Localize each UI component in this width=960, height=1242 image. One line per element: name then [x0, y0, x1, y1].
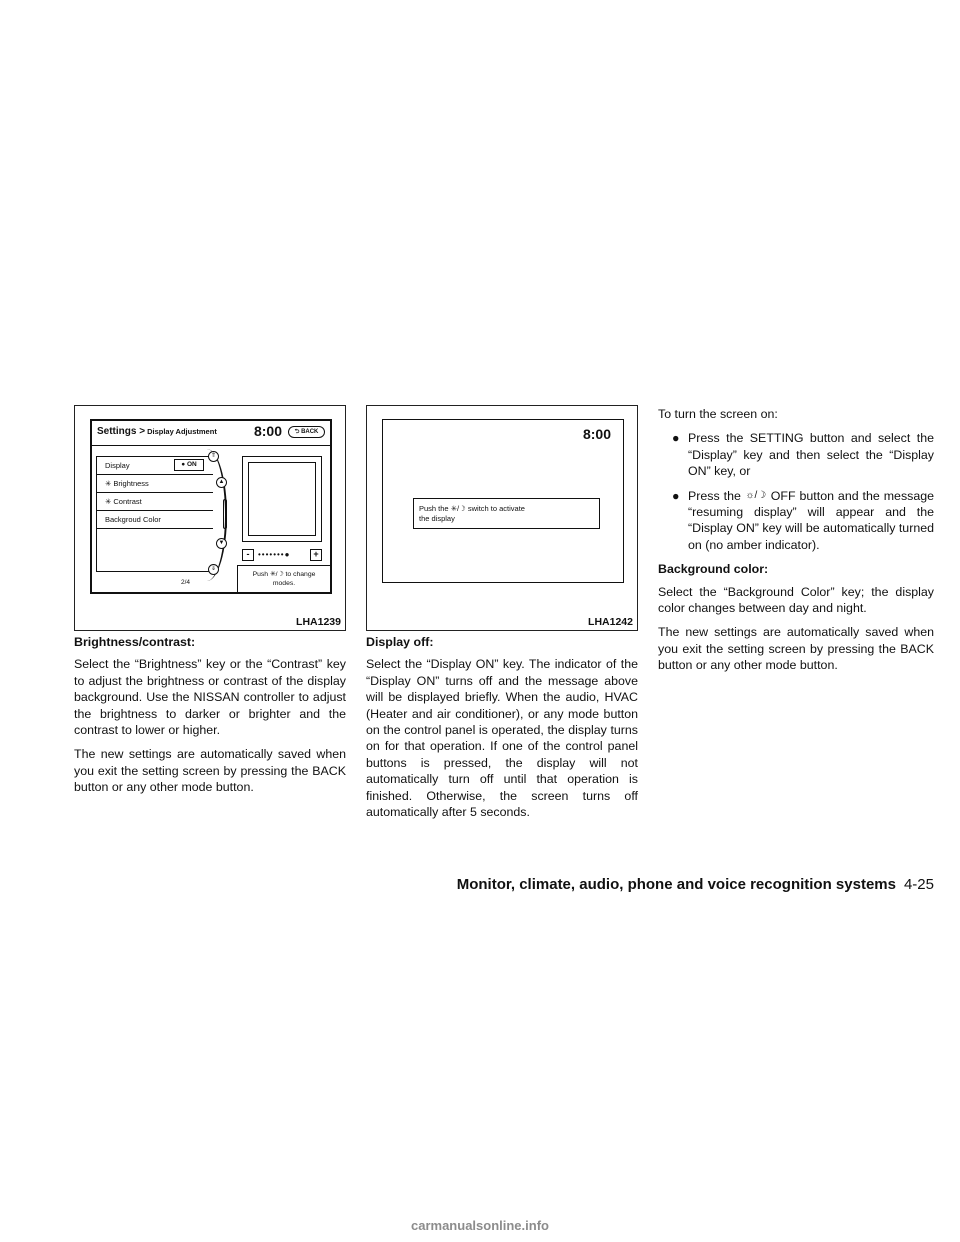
- adjust-slider: [242, 549, 322, 561]
- controller-arc: [187, 449, 227, 581]
- watermark: carmanualsonline.info: [411, 1218, 549, 1233]
- section-display-off: [366, 634, 638, 828]
- section-brightness-contrast: [74, 634, 346, 804]
- menu-item-background-color: Backgroud Color: [97, 511, 213, 529]
- figure-display-adjustment: [74, 405, 346, 631]
- paragraph: Select the “Brightness” key or the “Contrast” key to adjust the brightness or contrast of the display background. Use the NISSAN controller to adjust the brightness to darker or brighter and the contrast to lower or higher.: [74, 657, 346, 738]
- back-button: ⮌ BACK: [288, 426, 325, 438]
- slider-minus: -: [242, 549, 254, 561]
- scroll-up-icon: ▲: [216, 477, 227, 488]
- bullet-icon: ●: [672, 488, 680, 503]
- page-indicator: 2/4: [181, 579, 191, 586]
- scroll-up-double-icon: ⇑: [208, 451, 219, 462]
- preview-window: [242, 456, 322, 542]
- display-on-indicator: ● ON: [174, 459, 204, 471]
- menu-item-contrast: ✳ Contrast: [97, 493, 213, 511]
- scroll-slot: [223, 499, 227, 529]
- section-turn-on: [658, 406, 934, 682]
- slider-plus: +: [310, 549, 322, 561]
- section-heading: Background color:: [658, 562, 769, 577]
- scroll-down-double-icon: ⇓: [208, 564, 219, 575]
- slider-dots: •••••••●: [258, 550, 291, 559]
- settings-screen: [90, 419, 332, 594]
- list-item: ● Press the SETTING button and select the “Display” key and then select the “Display ON” key, or: [672, 431, 934, 479]
- paragraph: The new settings are automatically saved when you exit the setting screen by pressing the BACK button or any other mode button.: [74, 747, 346, 795]
- paragraph: The new settings are automatically saved when you exit the setting screen by pressing the BACK button or any other mode button.: [658, 625, 934, 673]
- display-switch-icon: ☼/☽: [745, 489, 767, 501]
- menu-item-brightness: ✳ Brightness: [97, 475, 213, 493]
- scroll-down-icon: ▼: [216, 538, 227, 549]
- section-heading: Brightness/contrast:: [74, 635, 196, 649]
- header-divider: [92, 445, 330, 446]
- section-heading: Display off:: [366, 635, 434, 649]
- screen-time: 8:00: [582, 426, 611, 442]
- figure-display-off: [366, 405, 638, 631]
- list-item: ● Press the ☼/☽ OFF button and the message “resuming display” will appear and the “Display ON” key will be automatically turned on (no amber indicator).: [672, 488, 935, 552]
- menu-item-display: Display ● ON: [97, 457, 213, 475]
- display-off-screen: [382, 419, 624, 583]
- paragraph: Select the “Background Color” key; the display color changes between day and night.: [658, 584, 934, 616]
- activate-message: Push the ✳/☽ switch to activate the display: [413, 498, 600, 529]
- screen-title: Settings > Display Adjustment: [97, 426, 217, 437]
- screen-time: 8:00: [253, 423, 282, 439]
- figure-code: LHA1242: [588, 616, 633, 628]
- figure-code: LHA1239: [296, 616, 341, 628]
- paragraph: Select the “Display ON” key. The indicator of the “Display ON” turns off and the message above will be displayed briefly. When the audio, HVAC (Heater and air conditioner), or any mode button on the control panel is operated, the display turns on for that operation. If one of the control panel buttons is pressed, the display will not automatically turn off until that operation is finished. Otherwise, the screen turns off automatically after 5 seconds.: [366, 657, 638, 820]
- bullet-icon: ●: [672, 431, 680, 446]
- push-hint: Push ✳/☽ to change modes.: [237, 565, 330, 592]
- page-footer: Monitor, climate, audio, phone and voice recognition systems 4-25: [456, 876, 934, 893]
- paragraph: To turn the screen on:: [658, 407, 778, 421]
- page-number: 4-25: [903, 876, 934, 893]
